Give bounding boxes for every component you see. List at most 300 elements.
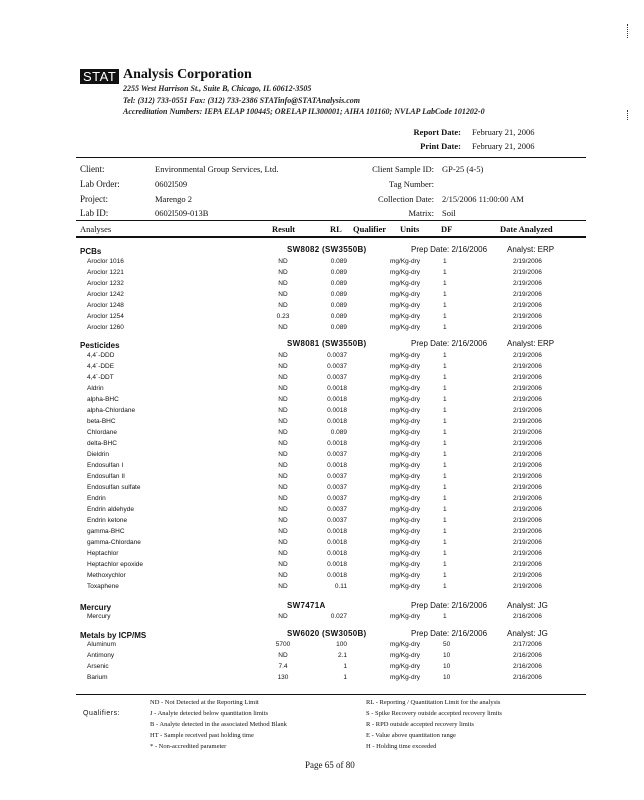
rl: 0.0018 <box>327 385 347 392</box>
date-analyzed: 2/19/2006 <box>513 495 542 502</box>
section-prep-date: Prep Date: 2/16/2006 <box>411 629 488 638</box>
date-analyzed: 2/16/2006 <box>513 663 542 670</box>
date-analyzed: 2/19/2006 <box>513 484 542 491</box>
units: mg/Kg-dry <box>390 407 420 414</box>
qualifiers-title: Qualifiers: <box>83 710 121 717</box>
rl: 0.0018 <box>327 528 347 535</box>
df: 1 <box>443 572 447 579</box>
table-row <box>0 407 644 418</box>
company-address: 2255 West Harrison St., Suite B, Chicago, IL 60612-3505 <box>123 84 312 93</box>
analyte-name: Endrin aldehyde <box>87 506 134 513</box>
rl: 0.0037 <box>327 473 347 480</box>
analyte-name: Endosulfan I <box>87 462 124 469</box>
rl: 0.0037 <box>327 352 347 359</box>
table-row <box>0 291 644 302</box>
result: ND <box>278 495 288 502</box>
units: mg/Kg-dry <box>390 313 420 320</box>
units: mg/Kg-dry <box>390 280 420 287</box>
date-analyzed: 2/19/2006 <box>513 396 542 403</box>
df: 1 <box>443 363 447 370</box>
table-row <box>0 583 644 594</box>
units: mg/Kg-dry <box>390 572 420 579</box>
date-analyzed: 2/19/2006 <box>513 407 542 414</box>
table-row <box>0 313 644 324</box>
units: mg/Kg-dry <box>390 663 420 670</box>
result: ND <box>278 572 288 579</box>
table-row <box>0 385 644 396</box>
rl: 0.089 <box>330 429 347 436</box>
result: ND <box>278 440 288 447</box>
units: mg/Kg-dry <box>390 440 420 447</box>
result: ND <box>278 484 288 491</box>
table-row <box>0 440 644 451</box>
df: 1 <box>443 451 447 458</box>
units: mg/Kg-dry <box>390 528 420 535</box>
df: 1 <box>443 517 447 524</box>
lab-order-value: 0602l509 <box>155 179 188 189</box>
date-analyzed: 2/19/2006 <box>513 385 542 392</box>
result: ND <box>278 291 288 298</box>
rl: 0.089 <box>330 280 347 287</box>
lab-id-value: 0602l509-013B <box>155 208 209 218</box>
result: ND <box>278 363 288 370</box>
df: 10 <box>443 663 451 670</box>
rl: 0.11 <box>334 583 347 590</box>
report-date-label: Report Date: <box>413 127 461 137</box>
section-title: Mercury <box>80 603 112 612</box>
analyte-name: Aluminum <box>87 641 116 648</box>
df: 1 <box>443 324 447 331</box>
date-analyzed: 2/19/2006 <box>513 352 542 359</box>
rl: 1 <box>343 663 347 670</box>
rl: 0.0037 <box>327 517 347 524</box>
section-prep-date: Prep Date: 2/16/2006 <box>411 339 488 348</box>
df: 10 <box>443 674 451 681</box>
date-analyzed: 2/19/2006 <box>513 451 542 458</box>
scan-artifact <box>627 110 628 120</box>
table-row <box>0 539 644 550</box>
date-analyzed: 2/19/2006 <box>513 473 542 480</box>
analyte-name: Aroclor 1242 <box>87 291 124 298</box>
units: mg/Kg-dry <box>390 462 420 469</box>
divider <box>76 694 586 695</box>
result: ND <box>278 429 288 436</box>
analyte-name: alpha-BHC <box>87 396 119 403</box>
client-sample-id-value: GP-25 (4-5) <box>442 164 484 174</box>
analyte-name: alpha-Chlordane <box>87 407 136 414</box>
df: 1 <box>443 462 447 469</box>
table-row <box>0 641 644 652</box>
df: 1 <box>443 385 447 392</box>
tag-number-label: Tag Number: <box>389 179 434 189</box>
result: ND <box>278 280 288 287</box>
date-analyzed: 2/19/2006 <box>513 517 542 524</box>
analyte-name: Toxaphene <box>87 583 119 590</box>
analyte-name: Aroclor 1254 <box>87 313 124 320</box>
col-date-analyzed: Date Analyzed <box>500 224 553 234</box>
result: 7.4 <box>278 663 288 670</box>
df: 1 <box>443 583 447 590</box>
table-row <box>0 258 644 269</box>
units: mg/Kg-dry <box>390 385 420 392</box>
analyte-name: Heptachlor <box>87 550 119 557</box>
analyte-name: Aldrin <box>87 385 104 392</box>
qualifier-item: * - Non-accredited parameter <box>150 743 227 750</box>
date-analyzed: 2/19/2006 <box>513 324 542 331</box>
rl: 0.0018 <box>327 407 347 414</box>
result: ND <box>278 539 288 546</box>
result: ND <box>278 352 288 359</box>
result: ND <box>278 374 288 381</box>
units: mg/Kg-dry <box>390 484 420 491</box>
units: mg/Kg-dry <box>390 352 420 359</box>
df: 1 <box>443 396 447 403</box>
table-row <box>0 572 644 583</box>
df: 50 <box>443 641 451 648</box>
units: mg/Kg-dry <box>390 652 420 659</box>
analyte-name: Dieldrin <box>87 451 110 458</box>
table-row <box>0 613 644 624</box>
report-date: February 21, 2006 <box>472 127 535 137</box>
qualifier-item: J - Analyte detected below quantitation limits <box>150 710 269 717</box>
date-analyzed: 2/19/2006 <box>513 583 542 590</box>
analyte-name: Mercury <box>87 613 111 620</box>
result: 5700 <box>275 641 291 648</box>
date-analyzed: 2/19/2006 <box>513 418 542 425</box>
df: 1 <box>443 550 447 557</box>
col-analyses: Analyses <box>80 224 112 234</box>
client-label: Client: <box>80 164 105 174</box>
table-row <box>0 396 644 407</box>
result: ND <box>278 550 288 557</box>
lab-order-label: Lab Order: <box>80 179 120 189</box>
result: ND <box>278 451 288 458</box>
analyte-name: Aroclor 1248 <box>87 302 124 309</box>
rl: 0.0037 <box>327 506 347 513</box>
table-row <box>0 302 644 313</box>
table-row <box>0 269 644 280</box>
analyte-name: Endrin ketone <box>87 517 128 524</box>
divider <box>76 236 586 238</box>
df: 1 <box>443 418 447 425</box>
rl: 0.0037 <box>327 363 347 370</box>
rl: 0.0018 <box>327 561 347 568</box>
df: 1 <box>443 613 447 620</box>
units: mg/Kg-dry <box>390 291 420 298</box>
rl: 100 <box>336 641 347 648</box>
analyte-name: Aroclor 1016 <box>87 258 124 265</box>
col-df: DF <box>441 224 453 234</box>
rl: 0.0018 <box>327 572 347 579</box>
analyte-name: Heptachlor epoxide <box>87 561 144 568</box>
scan-artifact <box>627 24 628 38</box>
rl: 0.0018 <box>327 440 347 447</box>
rl: 0.0018 <box>327 418 347 425</box>
analyte-name: 4,4´-DDE <box>87 363 115 370</box>
result: 0.23 <box>276 313 290 320</box>
units: mg/Kg-dry <box>390 451 420 458</box>
accreditation-numbers: Accreditation Numbers: IEPA ELAP 100445; ORELAP IL300001; AIHA 101160; NVLAP LabCode 101202-0 <box>123 107 485 116</box>
matrix-value: Soil <box>442 208 456 218</box>
rl: 0.089 <box>330 269 347 276</box>
qualifier-item: E - Value above quantitation range <box>366 732 456 739</box>
table-row <box>0 324 644 335</box>
page-number: Page 65 of 80 <box>305 760 355 770</box>
table-row <box>0 418 644 429</box>
section-analyst: Analyst: ERP <box>507 339 555 348</box>
df: 1 <box>443 302 447 309</box>
df: 1 <box>443 407 447 414</box>
section-analyst: Analyst: JG <box>507 601 548 610</box>
units: mg/Kg-dry <box>390 473 420 480</box>
rl: 0.027 <box>330 613 347 620</box>
units: mg/Kg-dry <box>390 374 420 381</box>
rl: 0.089 <box>330 291 347 298</box>
rl: 0.0018 <box>327 539 347 546</box>
section-method: SW8082 (SW3550B) <box>287 245 367 254</box>
analyte-name: gamma-Chlordane <box>87 539 141 546</box>
date-analyzed: 2/19/2006 <box>513 572 542 579</box>
table-row <box>0 429 644 440</box>
matrix-label: Matrix: <box>408 208 434 218</box>
result: ND <box>278 583 288 590</box>
rl: 0.0018 <box>327 462 347 469</box>
section-prep-date: Prep Date: 2/16/2006 <box>411 245 488 254</box>
df: 1 <box>443 506 447 513</box>
section-method: SW7471A <box>287 601 326 610</box>
date-analyzed: 2/19/2006 <box>513 291 542 298</box>
company-contact: Tel: (312) 733-0551 Fax: (312) 733-2386 STATinfo@STATAnalysis.com <box>123 96 360 105</box>
date-analyzed: 2/16/2006 <box>513 652 542 659</box>
table-row <box>0 352 644 363</box>
df: 1 <box>443 352 447 359</box>
rl: 0.0037 <box>327 451 347 458</box>
df: 1 <box>443 258 447 265</box>
rl: 0.089 <box>330 258 347 265</box>
units: mg/Kg-dry <box>390 517 420 524</box>
units: mg/Kg-dry <box>390 583 420 590</box>
date-analyzed: 2/19/2006 <box>513 429 542 436</box>
date-analyzed: 2/19/2006 <box>513 302 542 309</box>
analyte-name: Aroclor 1260 <box>87 324 124 331</box>
section-analyst: Analyst: JG <box>507 629 548 638</box>
qualifier-item: H - Holding time exceeded <box>366 743 437 750</box>
units: mg/Kg-dry <box>390 674 420 681</box>
print-date-label: Print Date: <box>420 141 461 151</box>
df: 1 <box>443 269 447 276</box>
print-date: February 21, 2006 <box>472 141 535 151</box>
section-title: PCBs <box>80 247 102 256</box>
units: mg/Kg-dry <box>390 641 420 648</box>
table-row <box>0 473 644 484</box>
project-label: Project: <box>80 194 108 204</box>
table-row <box>0 374 644 385</box>
df: 1 <box>443 429 447 436</box>
qualifier-item: RL - Reporting / Quantitation Limit for the analysis <box>366 699 501 706</box>
result: ND <box>278 385 288 392</box>
analyte-name: Aroclor 1221 <box>87 269 124 276</box>
df: 1 <box>443 291 447 298</box>
units: mg/Kg-dry <box>390 363 420 370</box>
table-row <box>0 674 644 685</box>
col-qualifier: Qualifier <box>353 224 387 234</box>
section-method: SW6020 (SW3050B) <box>287 629 367 638</box>
table-row <box>0 462 644 473</box>
client-sample-id-label: Client Sample ID: <box>372 164 434 174</box>
company-name: Analysis Corporation <box>123 67 252 82</box>
section-analyst: Analyst: ERP <box>507 245 555 254</box>
date-analyzed: 2/19/2006 <box>513 269 542 276</box>
date-analyzed: 2/19/2006 <box>513 313 542 320</box>
units: mg/Kg-dry <box>390 429 420 436</box>
section-method: SW8081 (SW3550B) <box>287 339 367 348</box>
result: ND <box>278 324 288 331</box>
df: 1 <box>443 484 447 491</box>
date-analyzed: 2/19/2006 <box>513 374 542 381</box>
rl: 0.0037 <box>327 484 347 491</box>
qualifier-item: S - Spike Recovery outside accepted recovery limits <box>366 710 502 717</box>
units: mg/Kg-dry <box>390 269 420 276</box>
df: 1 <box>443 313 447 320</box>
analyte-name: Endosulfan sulfate <box>87 484 141 491</box>
rl: 0.0018 <box>327 396 347 403</box>
df: 1 <box>443 528 447 535</box>
date-analyzed: 2/19/2006 <box>513 506 542 513</box>
units: mg/Kg-dry <box>390 550 420 557</box>
df: 1 <box>443 473 447 480</box>
table-row <box>0 652 644 663</box>
units: mg/Kg-dry <box>390 324 420 331</box>
section-prep-date: Prep Date: 2/16/2006 <box>411 601 488 610</box>
result: ND <box>278 561 288 568</box>
units: mg/Kg-dry <box>390 495 420 502</box>
units: mg/Kg-dry <box>390 539 420 546</box>
analyte-name: 4,4´-DDD <box>87 352 115 359</box>
analyte-name: 4,4´-DDT <box>87 374 114 381</box>
result: ND <box>278 462 288 469</box>
df: 1 <box>443 561 447 568</box>
date-analyzed: 2/16/2006 <box>513 674 542 681</box>
date-analyzed: 2/19/2006 <box>513 462 542 469</box>
units: mg/Kg-dry <box>390 258 420 265</box>
collection-date-label: Collection Date: <box>378 194 434 204</box>
table-row <box>0 550 644 561</box>
date-analyzed: 2/19/2006 <box>513 258 542 265</box>
analyte-name: Arsenic <box>87 663 109 670</box>
date-analyzed: 2/19/2006 <box>513 280 542 287</box>
rl: 0.0018 <box>327 550 347 557</box>
analyte-name: Methoxychlor <box>87 572 126 579</box>
result: ND <box>278 269 288 276</box>
units: mg/Kg-dry <box>390 561 420 568</box>
analyte-name: Endrin <box>87 495 106 502</box>
analyte-name: Barium <box>87 674 108 681</box>
result: ND <box>278 473 288 480</box>
qualifier-item: R - RPD outside accepted recovery limits <box>366 721 474 728</box>
units: mg/Kg-dry <box>390 302 420 309</box>
qualifier-item: ND - Not Detected at the Reporting Limit <box>150 699 259 706</box>
result: ND <box>278 396 288 403</box>
table-row <box>0 451 644 462</box>
analyte-name: delta-BHC <box>87 440 117 447</box>
date-analyzed: 2/19/2006 <box>513 363 542 370</box>
date-analyzed: 2/17/2006 <box>513 641 542 648</box>
result: ND <box>278 517 288 524</box>
table-row <box>0 495 644 506</box>
df: 1 <box>443 374 447 381</box>
units: mg/Kg-dry <box>390 506 420 513</box>
section-title: Metals by ICP/MS <box>80 631 147 640</box>
collection-date-value: 2/15/2006 11:00:00 AM <box>442 194 524 204</box>
divider <box>76 220 586 221</box>
date-analyzed: 2/19/2006 <box>513 561 542 568</box>
table-row <box>0 528 644 539</box>
client-value: Environmental Group Services, Ltd. <box>155 164 279 174</box>
rl: 0.089 <box>330 302 347 309</box>
rl: 0.089 <box>330 324 347 331</box>
analyte-name: Aroclor 1232 <box>87 280 124 287</box>
table-row <box>0 561 644 572</box>
table-row <box>0 517 644 528</box>
df: 1 <box>443 539 447 546</box>
result: ND <box>278 652 288 659</box>
col-units: Units <box>400 224 420 234</box>
lab-id-label: Lab ID: <box>80 208 109 218</box>
analyte-name: gamma-BHC <box>87 528 125 535</box>
qualifier-item: B - Analyte detected in the associated Method Blank <box>150 721 287 728</box>
units: mg/Kg-dry <box>390 396 420 403</box>
table-row <box>0 506 644 517</box>
table-row <box>0 280 644 291</box>
analyte-name: beta-BHC <box>87 418 116 425</box>
col-result: Result <box>272 224 296 234</box>
table-row <box>0 363 644 374</box>
df: 1 <box>443 280 447 287</box>
date-analyzed: 2/19/2006 <box>513 440 542 447</box>
rl: 0.0037 <box>327 495 347 502</box>
df: 10 <box>443 652 451 659</box>
col-rl: RL <box>330 224 342 234</box>
stat-logo: STAT <box>80 69 119 84</box>
divider <box>76 157 586 158</box>
rl: 2.1 <box>337 652 347 659</box>
df: 1 <box>443 495 447 502</box>
rl: 1 <box>343 674 347 681</box>
result: ND <box>278 528 288 535</box>
units: mg/Kg-dry <box>390 613 420 620</box>
date-analyzed: 2/19/2006 <box>513 550 542 557</box>
result: ND <box>278 407 288 414</box>
rl: 0.0037 <box>327 374 347 381</box>
rl: 0.089 <box>330 313 347 320</box>
qualifier-item: HT - Sample received past holding time <box>150 732 254 739</box>
analyte-name: Antimony <box>87 652 115 659</box>
section-title: Pesticides <box>80 341 120 350</box>
analyte-name: Endosulfan II <box>87 473 125 480</box>
table-row <box>0 484 644 495</box>
result: 130 <box>277 674 289 681</box>
date-analyzed: 2/19/2006 <box>513 539 542 546</box>
table-row <box>0 663 644 674</box>
analyte-name: Chlordane <box>87 429 117 436</box>
result: ND <box>278 302 288 309</box>
result: ND <box>278 258 288 265</box>
result: ND <box>278 506 288 513</box>
result: ND <box>278 613 288 620</box>
project-value: Marengo 2 <box>155 194 193 204</box>
date-analyzed: 2/16/2006 <box>513 613 542 620</box>
units: mg/Kg-dry <box>390 418 420 425</box>
